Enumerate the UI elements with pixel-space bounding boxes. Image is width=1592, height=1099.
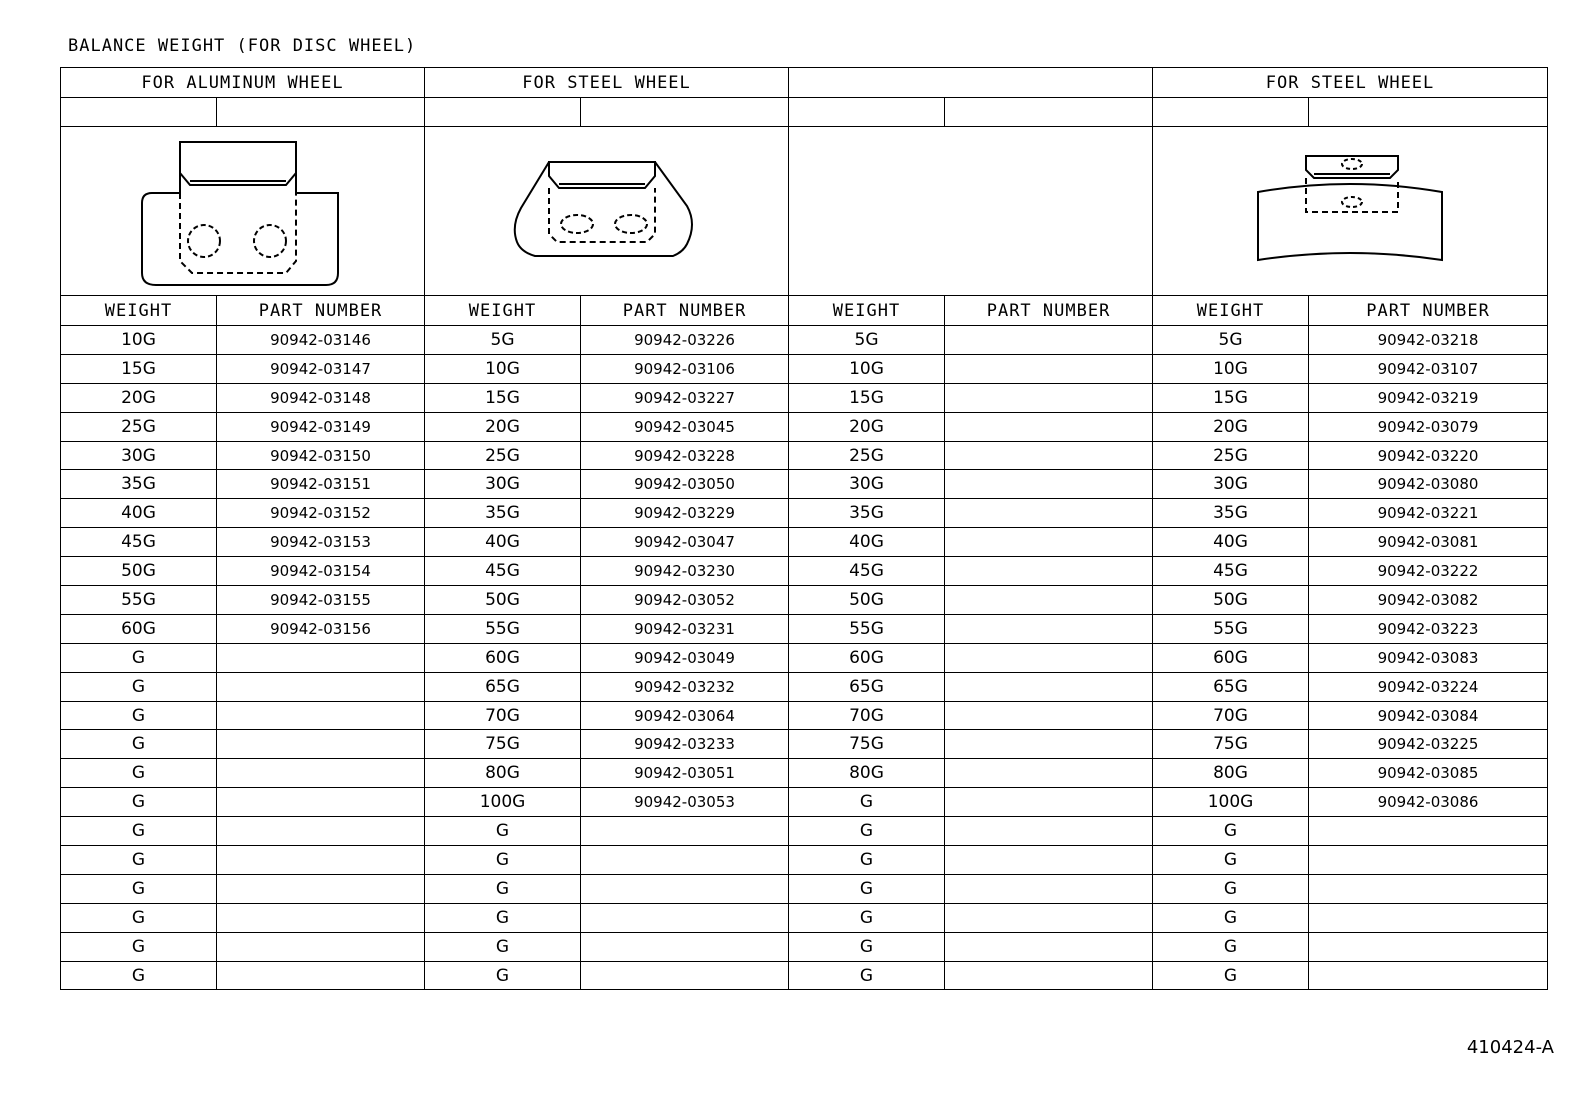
part-number-cell xyxy=(945,817,1153,846)
part-number-cell xyxy=(945,412,1153,441)
weight-cell: 20G xyxy=(1153,412,1309,441)
part-number-cell: 90942-03150 xyxy=(217,441,425,470)
part-number-cell: 90942-03045 xyxy=(581,412,789,441)
weight-cell: 45G xyxy=(425,557,581,586)
weight-cell: 60G xyxy=(425,643,581,672)
weight-cell: 30G xyxy=(425,470,581,499)
weight-cell: 35G xyxy=(425,499,581,528)
part-number-cell: 90942-03229 xyxy=(581,499,789,528)
weight-cell: 60G xyxy=(1153,643,1309,672)
part-number-column-header: PART NUMBER xyxy=(1309,296,1548,326)
spacer-cell xyxy=(789,98,945,127)
part-number-cell xyxy=(945,874,1153,903)
weight-cell: 25G xyxy=(789,441,945,470)
spacer-cell xyxy=(581,98,789,127)
part-number-cell: 90942-03051 xyxy=(581,759,789,788)
table-row xyxy=(61,557,1548,586)
part-number-cell xyxy=(945,643,1153,672)
figure-code: 410424-A xyxy=(1466,1037,1554,1058)
weight-column-header: WEIGHT xyxy=(61,296,217,326)
part-number-cell xyxy=(217,643,425,672)
weight-cell: 40G xyxy=(1153,528,1309,557)
weight-cell: G xyxy=(61,903,217,932)
table-row xyxy=(61,903,1548,932)
part-number-cell xyxy=(217,874,425,903)
part-number-cell: 90942-03223 xyxy=(1309,614,1548,643)
weight-column-header: WEIGHT xyxy=(1153,296,1309,326)
weight-cell: G xyxy=(789,817,945,846)
group-header-row xyxy=(61,68,1548,98)
part-number-cell xyxy=(581,903,789,932)
steel-wheel-weight-flat-icon xyxy=(1250,146,1450,276)
part-number-cell xyxy=(581,932,789,961)
steel-wheel-weight-clip-icon xyxy=(507,146,707,276)
table-row xyxy=(61,759,1548,788)
weight-cell: 45G xyxy=(1153,557,1309,586)
part-number-cell: 90942-03081 xyxy=(1309,528,1548,557)
weight-cell: 80G xyxy=(425,759,581,788)
weight-cell: 55G xyxy=(1153,614,1309,643)
weight-cell: G xyxy=(61,759,217,788)
weight-cell: 50G xyxy=(425,586,581,615)
table-row xyxy=(61,470,1548,499)
spacer-cell xyxy=(61,98,217,127)
part-number-cell: 90942-03218 xyxy=(1309,326,1548,355)
part-number-cell: 90942-03084 xyxy=(1309,701,1548,730)
weight-cell: G xyxy=(61,846,217,875)
weight-cell: 15G xyxy=(1153,383,1309,412)
weight-cell: G xyxy=(1153,874,1309,903)
weight-cell: 30G xyxy=(61,441,217,470)
part-number-cell: 90942-03221 xyxy=(1309,499,1548,528)
part-number-cell: 90942-03052 xyxy=(581,586,789,615)
table-row xyxy=(61,354,1548,383)
weight-cell: G xyxy=(789,846,945,875)
spacer-cell xyxy=(217,98,425,127)
part-number-cell xyxy=(945,961,1153,990)
weight-cell: 40G xyxy=(61,499,217,528)
part-number-cell xyxy=(581,846,789,875)
weight-cell: G xyxy=(1153,903,1309,932)
part-number-cell xyxy=(945,759,1153,788)
weight-cell: G xyxy=(1153,846,1309,875)
table-row xyxy=(61,499,1548,528)
weight-cell: 20G xyxy=(425,412,581,441)
weight-cell: G xyxy=(61,672,217,701)
weight-cell: 60G xyxy=(789,643,945,672)
weight-cell: 5G xyxy=(1153,326,1309,355)
part-number-column-header: PART NUMBER xyxy=(945,296,1153,326)
part-number-cell xyxy=(217,932,425,961)
weight-cell: 70G xyxy=(1153,701,1309,730)
table-row xyxy=(61,614,1548,643)
spacer-cell xyxy=(425,98,581,127)
weight-cell: G xyxy=(61,730,217,759)
weight-column-header: WEIGHT xyxy=(425,296,581,326)
weight-cell: 35G xyxy=(789,499,945,528)
table-row xyxy=(61,383,1548,412)
weight-cell: 55G xyxy=(789,614,945,643)
table-row xyxy=(61,874,1548,903)
part-number-cell xyxy=(1309,903,1548,932)
part-number-cell: 90942-03220 xyxy=(1309,441,1548,470)
weight-cell: G xyxy=(789,874,945,903)
weight-cell: 65G xyxy=(425,672,581,701)
part-number-cell xyxy=(217,903,425,932)
weight-cell: G xyxy=(1153,961,1309,990)
weight-cell: G xyxy=(425,932,581,961)
table-row xyxy=(61,701,1548,730)
weight-cell: G xyxy=(61,788,217,817)
part-number-cell: 90942-03106 xyxy=(581,354,789,383)
part-number-cell: 90942-03053 xyxy=(581,788,789,817)
weight-cell: 75G xyxy=(789,730,945,759)
weight-cell: 45G xyxy=(789,557,945,586)
weight-cell: 40G xyxy=(789,528,945,557)
part-number-cell: 90942-03233 xyxy=(581,730,789,759)
part-number-cell xyxy=(217,846,425,875)
weight-cell: 20G xyxy=(789,412,945,441)
part-number-cell xyxy=(217,701,425,730)
spacer-cell xyxy=(945,98,1153,127)
part-number-cell: 90942-03147 xyxy=(217,354,425,383)
table-row xyxy=(61,817,1548,846)
weight-cell: G xyxy=(789,932,945,961)
table-row xyxy=(61,643,1548,672)
weight-cell: G xyxy=(1153,817,1309,846)
weight-cell: 40G xyxy=(425,528,581,557)
weight-cell: 100G xyxy=(1153,788,1309,817)
part-number-cell: 90942-03219 xyxy=(1309,383,1548,412)
part-number-cell: 90942-03107 xyxy=(1309,354,1548,383)
part-number-cell: 90942-03227 xyxy=(581,383,789,412)
weight-cell: 50G xyxy=(789,586,945,615)
part-number-cell: 90942-03085 xyxy=(1309,759,1548,788)
part-number-cell: 90942-03156 xyxy=(217,614,425,643)
part-number-cell xyxy=(945,383,1153,412)
part-number-cell: 90942-03225 xyxy=(1309,730,1548,759)
weight-cell: G xyxy=(61,817,217,846)
weight-cell: 10G xyxy=(425,354,581,383)
weight-cell: G xyxy=(61,932,217,961)
group-header-steel-clip: FOR STEEL WHEEL xyxy=(425,68,789,98)
table-row xyxy=(61,846,1548,875)
part-number-cell xyxy=(945,846,1153,875)
table-row xyxy=(61,412,1548,441)
weight-cell: 10G xyxy=(789,354,945,383)
part-number-cell xyxy=(217,817,425,846)
part-number-cell xyxy=(945,354,1153,383)
weight-cell: 10G xyxy=(61,326,217,355)
weight-cell: 25G xyxy=(425,441,581,470)
part-number-cell: 90942-03230 xyxy=(581,557,789,586)
part-number-cell: 90942-03224 xyxy=(1309,672,1548,701)
weight-cell: 100G xyxy=(425,788,581,817)
group-header-steel-flat: FOR STEEL WHEEL xyxy=(1153,68,1548,98)
part-number-cell xyxy=(581,961,789,990)
weight-cell: G xyxy=(789,961,945,990)
weight-cell: 35G xyxy=(1153,499,1309,528)
weight-cell: 45G xyxy=(61,528,217,557)
table-row xyxy=(61,326,1548,355)
weight-cell: 5G xyxy=(789,326,945,355)
spacer-cell xyxy=(1309,98,1548,127)
part-number-cell xyxy=(1309,961,1548,990)
part-number-cell xyxy=(945,730,1153,759)
part-number-cell xyxy=(1309,874,1548,903)
weight-cell: G xyxy=(425,874,581,903)
weight-cell: 15G xyxy=(61,354,217,383)
table-row xyxy=(61,788,1548,817)
spacer-row xyxy=(61,98,1548,127)
group-header-aluminum: FOR ALUMINUM WHEEL xyxy=(61,68,425,98)
weight-cell: 55G xyxy=(61,586,217,615)
part-number-cell: 90942-03146 xyxy=(217,326,425,355)
part-number-cell: 90942-03148 xyxy=(217,383,425,412)
weight-cell: 55G xyxy=(425,614,581,643)
weight-cell: 65G xyxy=(1153,672,1309,701)
part-number-cell xyxy=(581,874,789,903)
weight-column-header: WEIGHT xyxy=(789,296,945,326)
spacer-cell xyxy=(1153,98,1309,127)
weight-cell: G xyxy=(1153,932,1309,961)
weight-cell: 25G xyxy=(61,412,217,441)
part-number-cell: 90942-03082 xyxy=(1309,586,1548,615)
weight-cell: 5G xyxy=(425,326,581,355)
table-row xyxy=(61,441,1548,470)
part-number-cell xyxy=(945,932,1153,961)
part-number-cell xyxy=(945,788,1153,817)
illustration-row xyxy=(61,127,1548,296)
part-number-cell xyxy=(945,701,1153,730)
weight-cell: G xyxy=(61,643,217,672)
part-number-cell: 90942-03049 xyxy=(581,643,789,672)
part-number-cell xyxy=(945,672,1153,701)
weight-cell: 80G xyxy=(789,759,945,788)
weight-cell: 75G xyxy=(1153,730,1309,759)
weight-cell: 30G xyxy=(789,470,945,499)
part-number-cell: 90942-03086 xyxy=(1309,788,1548,817)
part-number-cell: 90942-03079 xyxy=(1309,412,1548,441)
column-header-row xyxy=(61,296,1548,326)
weight-cell: G xyxy=(425,903,581,932)
weight-cell: 15G xyxy=(425,383,581,412)
part-number-column-header: PART NUMBER xyxy=(217,296,425,326)
part-number-cell: 90942-03047 xyxy=(581,528,789,557)
weight-cell: 30G xyxy=(1153,470,1309,499)
part-number-cell xyxy=(1309,817,1548,846)
table-row xyxy=(61,961,1548,990)
weight-cell: 70G xyxy=(425,701,581,730)
blank-illustration-cell xyxy=(789,127,1153,296)
weight-cell: G xyxy=(425,846,581,875)
weight-cell: 10G xyxy=(1153,354,1309,383)
part-number-cell: 90942-03064 xyxy=(581,701,789,730)
steel-clip-weight-illustration-cell xyxy=(425,127,789,296)
part-number-column-header: PART NUMBER xyxy=(581,296,789,326)
weight-cell: 60G xyxy=(61,614,217,643)
part-number-cell xyxy=(217,961,425,990)
part-number-cell xyxy=(945,903,1153,932)
weight-cell: 35G xyxy=(61,470,217,499)
part-number-cell: 90942-03226 xyxy=(581,326,789,355)
steel-flat-weight-illustration-cell xyxy=(1153,127,1548,296)
part-number-cell xyxy=(945,614,1153,643)
part-number-cell xyxy=(1309,932,1548,961)
part-number-cell: 90942-03149 xyxy=(217,412,425,441)
part-number-cell: 90942-03153 xyxy=(217,528,425,557)
part-number-cell xyxy=(945,557,1153,586)
table-row xyxy=(61,672,1548,701)
part-number-cell: 90942-03083 xyxy=(1309,643,1548,672)
part-number-cell: 90942-03228 xyxy=(581,441,789,470)
part-number-cell xyxy=(945,441,1153,470)
weight-cell: G xyxy=(425,961,581,990)
part-number-cell xyxy=(945,528,1153,557)
part-number-cell: 90942-03151 xyxy=(217,470,425,499)
group-header-blank xyxy=(789,68,1153,98)
part-number-cell xyxy=(581,817,789,846)
part-number-cell xyxy=(945,586,1153,615)
weight-cell: 50G xyxy=(61,557,217,586)
page-title: BALANCE WEIGHT (FOR DISC WHEEL) xyxy=(68,36,417,56)
part-number-cell: 90942-03231 xyxy=(581,614,789,643)
weight-cell: G xyxy=(789,903,945,932)
part-number-cell xyxy=(945,470,1153,499)
part-number-cell: 90942-03232 xyxy=(581,672,789,701)
weight-cell: G xyxy=(789,788,945,817)
balance-weight-table xyxy=(60,67,1548,990)
table-row xyxy=(61,932,1548,961)
part-number-cell: 90942-03155 xyxy=(217,586,425,615)
weight-cell: 75G xyxy=(425,730,581,759)
part-number-cell xyxy=(217,759,425,788)
part-number-cell: 90942-03154 xyxy=(217,557,425,586)
part-number-cell xyxy=(217,672,425,701)
weight-cell: G xyxy=(61,874,217,903)
weight-cell: 80G xyxy=(1153,759,1309,788)
table-row xyxy=(61,586,1548,615)
weight-cell: 65G xyxy=(789,672,945,701)
part-number-cell: 90942-03152 xyxy=(217,499,425,528)
weight-cell: 50G xyxy=(1153,586,1309,615)
part-number-cell xyxy=(945,326,1153,355)
weight-cell: G xyxy=(61,701,217,730)
table-row xyxy=(61,730,1548,759)
aluminum-weight-illustration-cell xyxy=(61,127,425,296)
part-number-cell xyxy=(945,499,1153,528)
part-number-cell: 90942-03080 xyxy=(1309,470,1548,499)
weight-cell: G xyxy=(425,817,581,846)
part-number-cell xyxy=(217,730,425,759)
weight-cell: 25G xyxy=(1153,441,1309,470)
table-row xyxy=(61,528,1548,557)
aluminum-wheel-weight-icon xyxy=(138,133,348,289)
weight-cell: G xyxy=(61,961,217,990)
weight-cell: 15G xyxy=(789,383,945,412)
part-number-cell: 90942-03050 xyxy=(581,470,789,499)
part-number-cell xyxy=(217,788,425,817)
part-number-cell: 90942-03222 xyxy=(1309,557,1548,586)
weight-cell: 20G xyxy=(61,383,217,412)
weight-cell: 70G xyxy=(789,701,945,730)
part-number-cell xyxy=(1309,846,1548,875)
